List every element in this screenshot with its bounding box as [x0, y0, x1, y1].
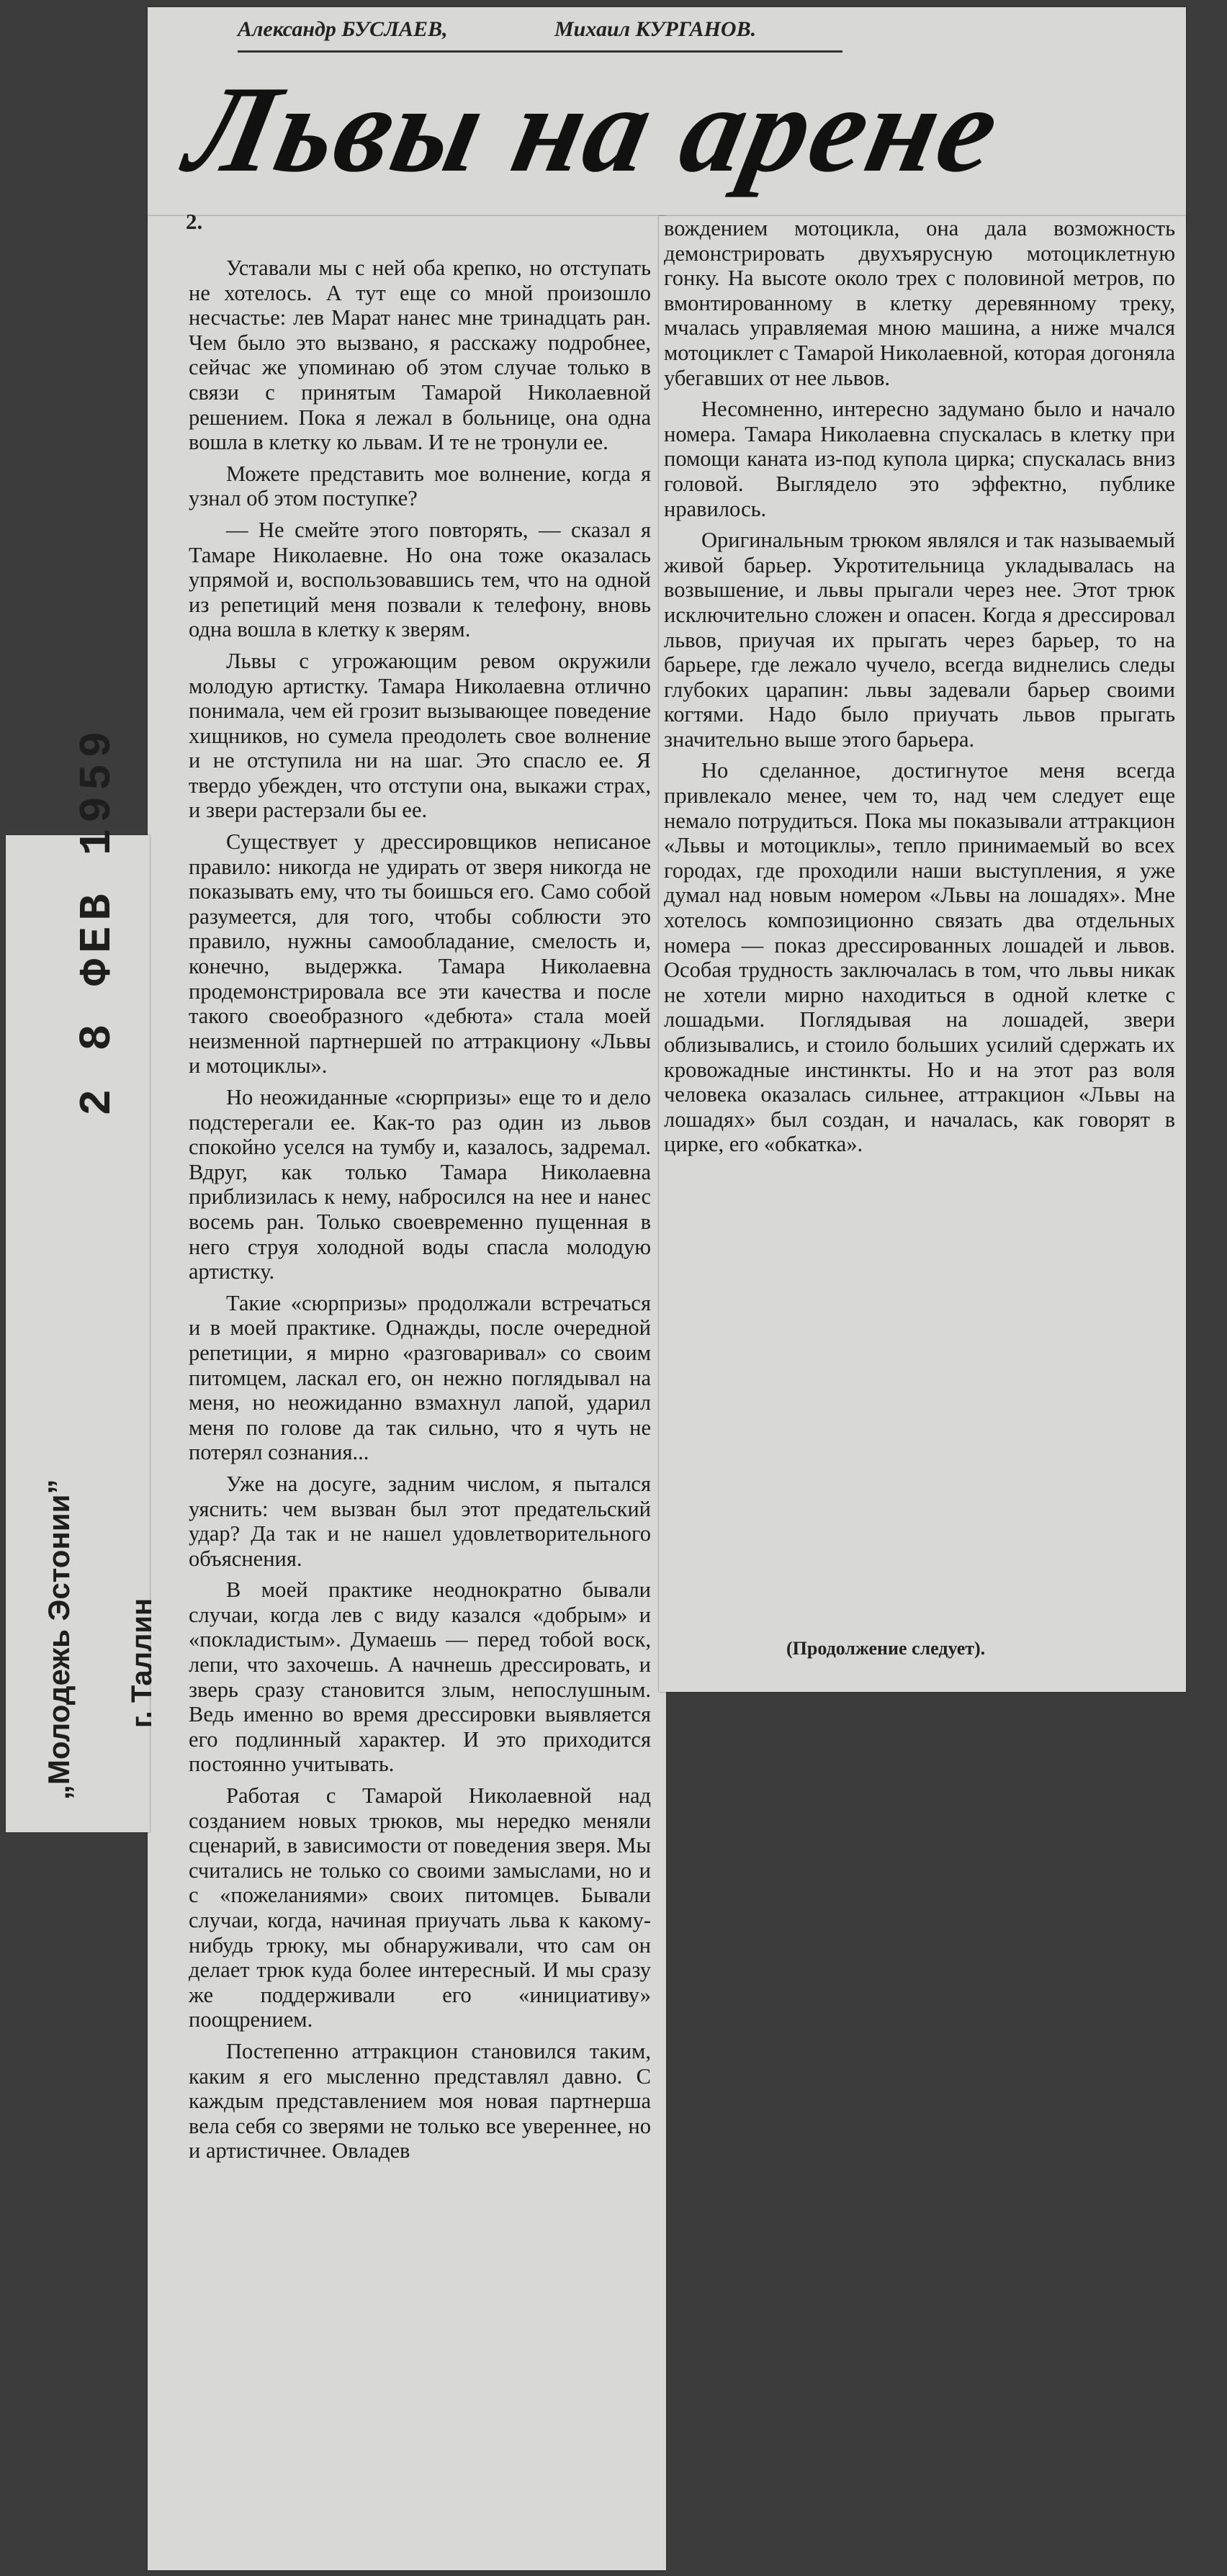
paragraph: — Не смейте этого повторять, — сказал я Тамаре Николаевне. Но она тоже оказалась упрямой и, воспользовавшись тем, что на одной из репетиций меня позвали к телефону, вновь одна вошла в клетку к зверям.: [189, 517, 651, 642]
part-number: 2.: [186, 209, 203, 234]
paragraph: Постепенно аттракцион становился таким, каким я его мысленно представлял давно. С каждым представлением моя новая партнерша вела себя со зверями не только все увереннее, но и артистичнее. Овладев: [189, 2038, 651, 2163]
continued-note: (Продолжение следует).: [786, 1638, 986, 1659]
author-2: Михаил КУРГАНОВ.: [554, 17, 757, 41]
stamp-city: г. Таллин: [126, 1598, 158, 1728]
article-column-right: [664, 216, 1175, 1163]
article-column-left: [189, 256, 651, 2170]
article-title: Львы на арене: [176, 61, 1012, 198]
paragraph: Оригинальным трюком являлся и так называемый живой барьер. Укротительница укладывалась на возвышение, и львы прыгали через нее. Этот трюк исключительно сложен и опасен. Когда я дрессировал львов, приучая их прыгать через барьер, то на барьере, где лежало чучело, всегда виднелись следы глубоких царапин: львы задевали барьер своими когтями. Надо было приучать львов прыгать значительно выше этого барьера.: [664, 528, 1175, 752]
paragraph: Существует у дрессировщиков неписаное правило: никогда не удирать от зверя никогда не показывать ему, что ты боишься его. Само собой разумеется, для того, чтобы соблюсти это правило, нужны самообладание, смелость и, конечно, выдержка. Тамара Николаевна продемонстрировала все эти качества и после такого своеобразного «дебюта» стала моей неизменной партнершей по аттракциону «Львы и мотоциклы».: [189, 829, 651, 1078]
stamp-date: 2 8 ФЕВ 1959: [72, 725, 123, 1116]
paragraph: Такие «сюрпризы» продолжали встречаться и в моей практике. Однажды, после очередной репетиции, я мирно «разговаривал» со своим питомцем, ласкал его, он нежно поглядывал на меня, но неожиданно взмахнул лапой, ударил меня по голове да так сильно, что я чуть не потерял сознания...: [189, 1290, 651, 1465]
paragraph: Но сделанное, достигнутое меня всегда привлекало менее, чем то, над чем следует еще немало потрудиться. Пока мы показывали аттракцион «Львы и мотоциклы», тепло принимаемый во всех городах, где проходили наши выступления, я уже думал над новым номером «Львы на лошадях». Мне хотелось композиционно связать два отдельных номера — показ дрессированных лошадей и львов. Особая трудность заключалась в том, что львы никак не хотели мирно находиться в одной клетке с лошадьми. Поглядывая на лошадей, звери облизывались, и стоило больших усилий сдержать их кровожадные инстинкты. Но и на этот раз воля человека оказалась сильнее, аттракцион «Львы на лошадях» был создан, и началась, как говорят в цирке, его «обкатка».: [664, 758, 1175, 1157]
byline: [187, 17, 878, 48]
paragraph: Можете представить мое волнение, когда я узнал об этом поступке?: [189, 461, 651, 511]
paragraph: В моей практике неоднократно бывали случаи, когда лев с виду казался «добрым» и «покладистым». Думаешь — перед тобой воск, лепи, что захочешь. А начнешь дрессировать, и зверь сразу становится злым, непослушным. Ведь именно во время дрессировки выявляется его подлинный характер. И это приходится постоянно учитывать.: [189, 1577, 651, 1777]
paragraph: Работая с Тамарой Николаевной над созданием новых трюков, мы нередко меняли сценарий, в зависимости от поведения зверя. Мы считались не только со своими замыслами, но и с «пожеланиями» своих питомцев. Бывали случаи, когда, начиная приучать льва к какому-нибудь трюку, мы обнаруживали, что сам он делает трюк куда более интересный. И мы сразу же поддерживали его «инициативу» поощрением.: [189, 1783, 651, 2032]
paragraph: Львы с угрожающим ревом окружили молодую артистку. Тамара Николаевна отлично понимала, чем ей грозит вызывающее поведение хищников, но сумела преодолеть свое волнение и не отступила ни на шаг. Это спасло ее. Я твердо убежден, что отступи она, выкажи страх, и звери растерзали бы ее.: [189, 648, 651, 823]
stamp-newspaper: „Молодежь Эстонии”: [42, 1479, 76, 1800]
paragraph: Но неожиданные «сюрпризы» еще то и дело подстерегали ее. Как-то раз один из львов спокойно уселся на тумбу и, казалось, задремал. Вдруг, как только Тамара Николаевна приблизилась к нему, набросился на нее и нанес восемь ран. Только своевременно пущенная в него струя холодной воды спасла молодую артистку.: [189, 1085, 651, 1284]
author-1: Александр БУСЛАЕВ,: [238, 17, 448, 41]
paragraph: Несомненно, интересно задумано было и начало номера. Тамара Николаевна спускалась в клетку при помощи каната из-под купола цирка; спускалась вниз головой. Выглядело это эффектно, публике нравилось.: [664, 397, 1175, 521]
paragraph: Уставали мы с ней оба крепко, но отступать не хотелось. А тут еще со мной произошло несчастье: лев Марат нанес мне тринадцать ран. Чем было это вызвано, я расскажу подробнее, сейчас же упоминаю об этом случае только в связи с принятым Тамарой Николаевной решением. Пока я лежал в больнице, она одна вошла в клетку ко львам. И те не тронули ее.: [189, 256, 651, 455]
paragraph: Уже на досуге, задним числом, я пытался уяснить: чем вызван был этот предательский удар? Да так и не нашел удовлетворительного объяснения.: [189, 1471, 651, 1571]
paragraph: вождением мотоцикла, она дала возможность демонстрировать двухъярусную мотоциклетную гонку. На высоте около трех с половиной метров, по вмонтированному в клетку деревянному треку, мчалась управляемая мною машина, а ниже мчался мотоциклет с Тамарой Николаевной, которая догоняла убегавших от нее львов.: [664, 216, 1175, 390]
